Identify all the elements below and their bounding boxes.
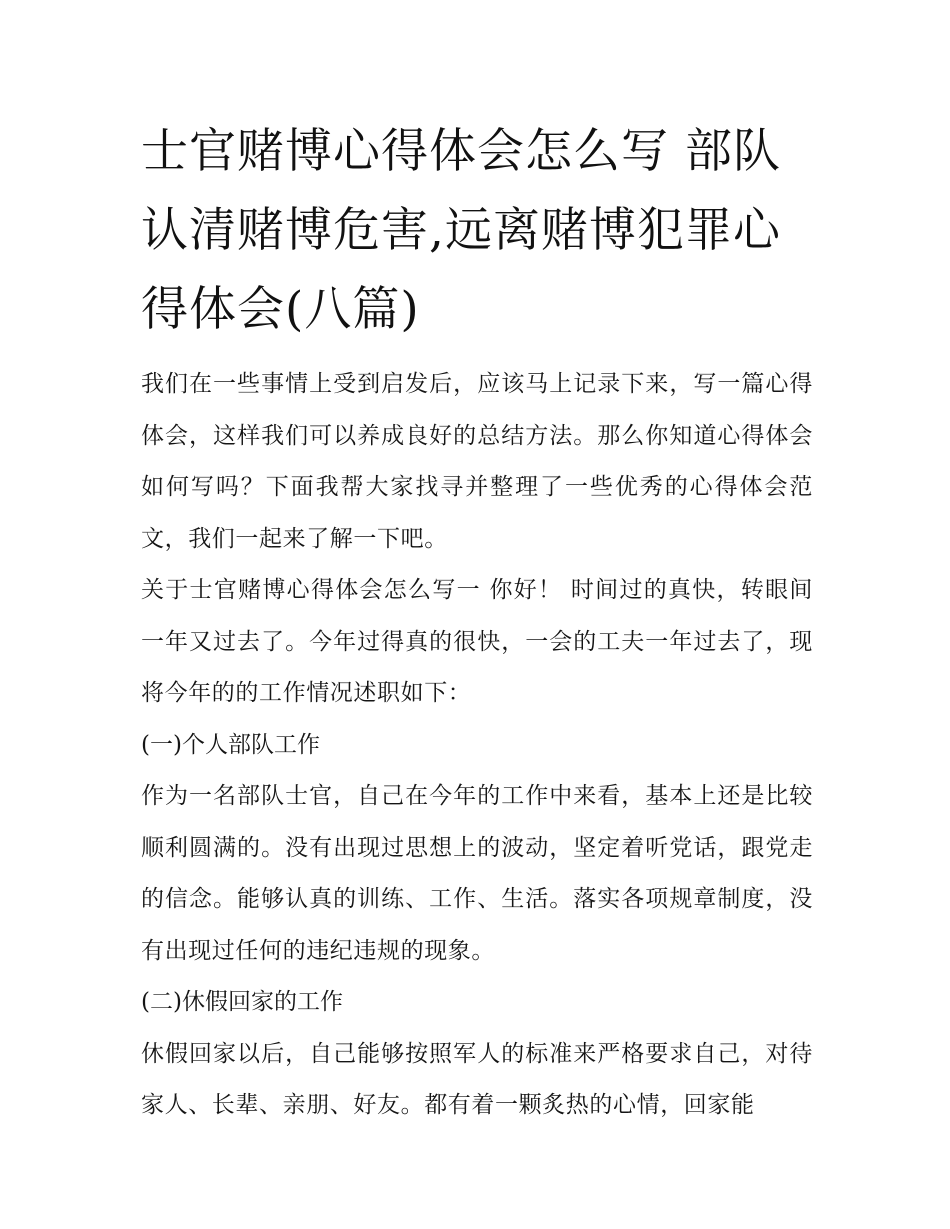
vacation-work-paragraph: 休假回家以后，自己能够按照军人的标准来严格要求自己，对待家人、长辈、亲朋、好友。都有着一颗炙热的心情，回家能 xyxy=(141,1040,813,1118)
personal-work-paragraph: 作为一名部队士官，自己在今年的工作中来看，基本上还是比较顺利圆满的。没有出现过思想上的波动，坚定着听党话，跟党走的信念。能够认真的训练、工作、生活。落实各项规章制度，没有出现过任何的违纪违规的现象。 xyxy=(141,783,813,964)
intro-paragraph: 我们在一些事情上受到启发后，应该马上记录下来，写一篇心得体会，这样我们可以养成良好的总结方法。那么你知道心得体会如何写吗？下面我帮大家找寻并整理了一些优秀的心得体会范文，我们一起来了解一下吧。 xyxy=(141,371,813,552)
section-intro-paragraph: 关于士官赌博心得体会怎么写一 你好！ 时间过的真快，转眼间一年又过去了。今年过得真的很快，一会的工夫一年过去了，现将今年的的工作情况述职如下： xyxy=(141,577,813,706)
document-page xyxy=(141,112,813,1132)
document-title: 士官赌博心得体会怎么写 部队认清赌博危害,远离赌博犯罪心得体会(八篇) xyxy=(141,124,781,337)
section-heading-vacation-work: (二)休假回家的工作 xyxy=(141,989,343,1015)
section-heading-personal-work: (一)个人部队工作 xyxy=(141,731,320,758)
